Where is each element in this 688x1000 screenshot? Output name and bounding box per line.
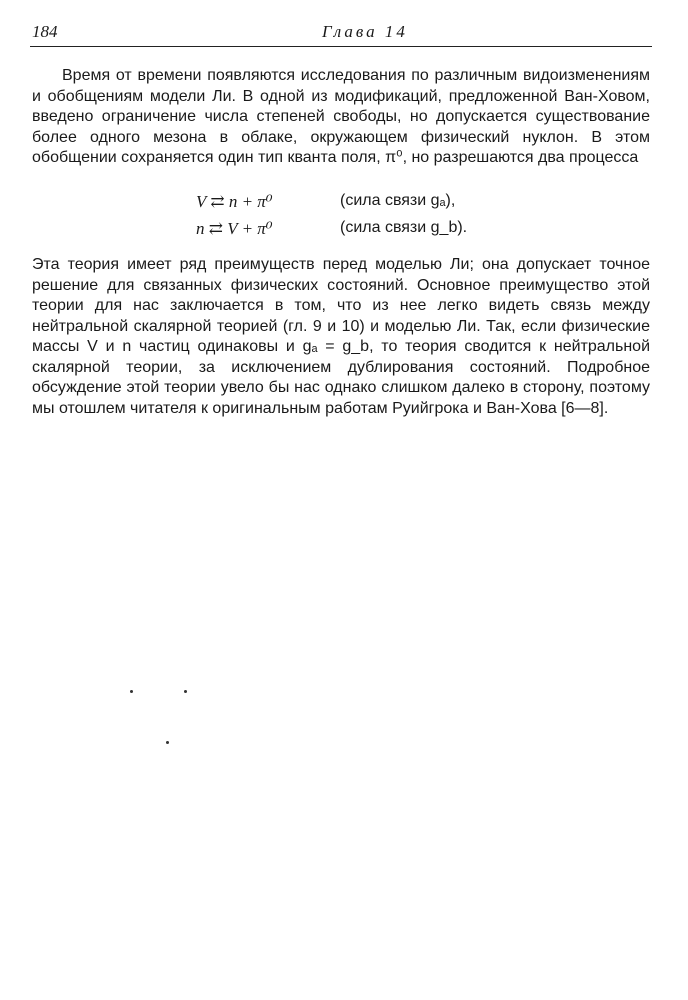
scan-speck bbox=[166, 741, 169, 744]
scan-speck bbox=[130, 690, 133, 693]
header-rule bbox=[30, 46, 652, 47]
equation-row-1 bbox=[196, 192, 526, 219]
equation-condition-1: (сила связи gₐ), bbox=[340, 192, 456, 209]
equation-formula-2: n ⇄ V + π⁰ bbox=[196, 219, 273, 238]
equation-formula-1: V ⇄ n + π⁰ bbox=[196, 192, 273, 211]
paragraph-1: Время от времени появляются исследования по различным видоизменениям и обобщениям модели Ли. В одной из модификаций, предложенной Ван-Ховом, введено ограничение числа степеней свободы, но допускается существование более одного мезона в облаке, окружающем физический нуклон. В этом обобщении сохраняется один тип кванта поля, π⁰, но разрешаются два процесса bbox=[32, 67, 650, 166]
equations-block bbox=[196, 192, 526, 246]
page-header bbox=[30, 20, 652, 46]
paragraph-2: Эта теория имеет ряд преимуществ перед моделью Ли; она допускает точное решение для связанных физических состояний. Основное преимущество этой теории для нас заключается в том, что из нее легко видеть связь между нейтральной скалярной теорией (гл. 9 и 10) и моделью Ли. Так, если физические массы V и n частиц одинаковы и gₐ = g_b, то теория сводится к нейтральной скалярной теории, за исключением дублирования состояний. Подробное обсуждение этой теории увело бы нас однако слишком далеко в сторону, поэтому мы отошлем читателя к оригинальным работам Руийгрока и Ван-Хова [6—8]. bbox=[32, 256, 650, 417]
equation-row-2 bbox=[196, 219, 526, 246]
chapter-title: Глава 14 bbox=[322, 22, 408, 41]
page-number: 184 bbox=[32, 22, 58, 41]
scan-speck bbox=[184, 690, 187, 693]
equation-condition-2: (сила связи g_b). bbox=[340, 219, 468, 236]
